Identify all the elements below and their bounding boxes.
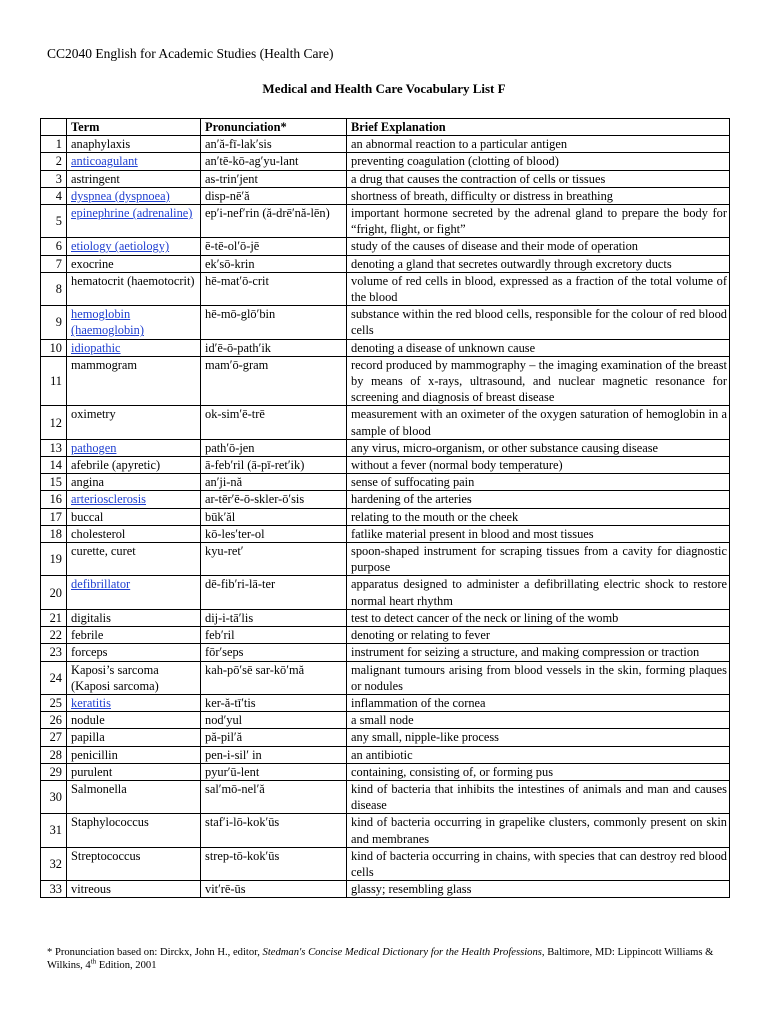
row-number: 5 — [41, 205, 67, 238]
pronunciation-cell: nodʹyul — [201, 712, 347, 729]
row-number: 30 — [41, 780, 67, 813]
table-row — [41, 474, 730, 491]
row-number: 8 — [41, 272, 67, 305]
row-number: 10 — [41, 339, 67, 356]
term-text: Kaposi’s sarcoma (Kaposi sarcoma) — [71, 662, 159, 693]
table-row — [41, 881, 730, 898]
explanation-cell: a small node — [347, 712, 730, 729]
pronunciation-cell: būkʹăl — [201, 508, 347, 525]
explanation-cell: glassy; resembling glass — [347, 881, 730, 898]
pronunciation-cell: hē-mō-glōʹbin — [201, 306, 347, 339]
term-text: vitreous — [71, 882, 111, 897]
table-row — [41, 356, 730, 406]
footnote-edition-sup: th — [90, 957, 97, 966]
table-row — [41, 238, 730, 255]
explanation-cell: fatlike material present in blood and most tissues — [347, 525, 730, 542]
term-link[interactable]: pathogen — [71, 440, 117, 455]
pronunciation-cell: mamʹō-gram — [201, 356, 347, 406]
term-link[interactable]: epinephrine (adrenaline) — [71, 206, 193, 221]
table-row — [41, 439, 730, 456]
term-link[interactable]: keratitis — [71, 695, 111, 710]
term-cell — [67, 205, 201, 238]
explanation-cell: without a fever (normal body temperature) — [347, 457, 730, 474]
term-text: Salmonella — [71, 781, 127, 796]
term-text: penicillin — [71, 747, 118, 762]
pronunciation-cell: ker-ă-tīʹtis — [201, 694, 347, 711]
table-row — [41, 272, 730, 305]
footnote-suffix: Edition, 2001 — [96, 960, 157, 971]
term-text: cholesterol — [71, 526, 126, 541]
table-row — [41, 205, 730, 238]
pronunciation-cell: pyurʹū-lent — [201, 763, 347, 780]
row-number: 24 — [41, 661, 67, 694]
row-number: 28 — [41, 746, 67, 763]
term-cell — [67, 339, 201, 356]
term-text: oximetry — [71, 407, 116, 422]
explanation-cell: spoon-shaped instrument for scraping tissues from a cavity for diagnostic purpose — [347, 543, 730, 576]
row-number: 2 — [41, 153, 67, 170]
term-cell — [67, 712, 201, 729]
pronunciation-cell: hē-matʹō-crit — [201, 272, 347, 305]
explanation-cell: study of the causes of disease and their mode of operation — [347, 238, 730, 255]
term-cell — [67, 356, 201, 406]
pronunciation-cell: anʹtē-kō-agʹyu-lant — [201, 153, 347, 170]
table-row — [41, 694, 730, 711]
term-cell — [67, 763, 201, 780]
term-cell — [67, 272, 201, 305]
row-number: 26 — [41, 712, 67, 729]
term-cell — [67, 543, 201, 576]
row-number: 32 — [41, 847, 67, 880]
explanation-cell: preventing coagulation (clotting of blood) — [347, 153, 730, 170]
table-row — [41, 729, 730, 746]
row-number: 17 — [41, 508, 67, 525]
explanation-cell: kind of bacteria occurring in grapelike clusters, commonly present on skin and membranes — [347, 814, 730, 847]
term-text: digitalis — [71, 610, 111, 625]
term-cell — [67, 627, 201, 644]
pronunciation-cell: pă-pilʹă — [201, 729, 347, 746]
explanation-cell: test to detect cancer of the neck or lining of the womb — [347, 609, 730, 626]
pronunciation-cell: disp-nēʹă — [201, 187, 347, 204]
row-number: 20 — [41, 576, 67, 609]
term-cell — [67, 661, 201, 694]
term-cell — [67, 508, 201, 525]
term-text: forceps — [71, 645, 108, 660]
pronunciation-cell: epʹi-nefʹrin (ă-drēʹnă-lēn) — [201, 205, 347, 238]
explanation-cell: inflammation of the cornea — [347, 694, 730, 711]
explanation-cell: kind of bacteria occurring in chains, with species that can destroy red blood cells — [347, 847, 730, 880]
term-cell — [67, 814, 201, 847]
term-cell — [67, 746, 201, 763]
explanation-cell: measurement with an oximeter of the oxygen saturation of hemoglobin in a sample of blood — [347, 406, 730, 439]
pronunciation-cell: kō-lesʹter-ol — [201, 525, 347, 542]
term-text: astringent — [71, 171, 120, 186]
row-number: 3 — [41, 170, 67, 187]
pronunciation-cell: idʹē-ō-pathʹik — [201, 339, 347, 356]
row-number: 22 — [41, 627, 67, 644]
term-text: Staphylococcus — [71, 815, 149, 830]
explanation-cell: record produced by mammography – the imaging examination of the breast by means of x-rays, ultrasound, and nuclear magnetic resonance for screening and diagnosis of breast disease — [347, 356, 730, 406]
table-row — [41, 491, 730, 508]
explanation-cell: malignant tumours arising from blood vessels in the skin, forming plaques or nodules — [347, 661, 730, 694]
term-link[interactable]: etiology (aetiology) — [71, 239, 170, 254]
term-cell — [67, 170, 201, 187]
term-text: papilla — [71, 730, 105, 745]
term-cell — [67, 847, 201, 880]
explanation-cell: an antibiotic — [347, 746, 730, 763]
term-text: purulent — [71, 764, 113, 779]
row-number: 16 — [41, 491, 67, 508]
explanation-cell: a drug that causes the contraction of cells or tissues — [347, 170, 730, 187]
term-cell — [67, 644, 201, 661]
row-number: 4 — [41, 187, 67, 204]
term-cell — [67, 780, 201, 813]
row-number: 7 — [41, 255, 67, 272]
term-link[interactable]: anticoagulant — [71, 154, 138, 169]
pronunciation-cell: febʹril — [201, 627, 347, 644]
term-text: afebrile (apyretic) — [71, 458, 161, 473]
term-cell — [67, 729, 201, 746]
explanation-cell: substance within the red blood cells, responsible for the colour of red blood cells — [347, 306, 730, 339]
footnote-publisher: , Baltimore, MD: Lippincott Williams & Wilkins, 4 — [47, 947, 714, 971]
term-text: hematocrit (haemotocrit) — [71, 273, 195, 288]
row-number: 1 — [41, 136, 67, 153]
pronunciation-cell: anʹji-nă — [201, 474, 347, 491]
row-number: 25 — [41, 694, 67, 711]
term-link[interactable]: idiopathic — [71, 340, 121, 355]
term-text: Streptococcus — [71, 848, 141, 863]
term-cell — [67, 609, 201, 626]
term-cell — [67, 439, 201, 456]
term-cell — [67, 153, 201, 170]
page-title: Medical and Health Care Vocabulary List F — [262, 81, 506, 96]
table-row — [41, 609, 730, 626]
table-row — [41, 780, 730, 813]
explanation-cell: important hormone secreted by the adrenal gland to prepare the body for “fright, flight, or fight” — [347, 205, 730, 238]
table-row — [41, 136, 730, 153]
row-number: 23 — [41, 644, 67, 661]
row-number: 18 — [41, 525, 67, 542]
row-number: 9 — [41, 306, 67, 339]
term-link[interactable]: defibrillator — [71, 577, 131, 592]
explanation-cell: shortness of breath, difficulty or distress in breathing — [347, 187, 730, 204]
explanation-cell: an abnormal reaction to a particular antigen — [347, 136, 730, 153]
row-number: 33 — [41, 881, 67, 898]
column-header-number — [41, 119, 67, 136]
table-row — [41, 576, 730, 609]
table-row — [41, 644, 730, 661]
column-header-term: Term — [67, 119, 201, 136]
table-row — [41, 187, 730, 204]
table-row — [41, 712, 730, 729]
table-row — [41, 814, 730, 847]
table-row — [41, 406, 730, 439]
column-header-pronunciation: Pronunciation* — [201, 119, 347, 136]
pronunciation-cell: strep-tō-kokʹūs — [201, 847, 347, 880]
term-cell — [67, 187, 201, 204]
term-cell — [67, 255, 201, 272]
term-cell — [67, 491, 201, 508]
term-cell — [67, 694, 201, 711]
term-cell — [67, 306, 201, 339]
row-number: 13 — [41, 439, 67, 456]
pronunciation-cell: pathʹō-jen — [201, 439, 347, 456]
explanation-cell: denoting or relating to fever — [347, 627, 730, 644]
column-header-explanation: Brief Explanation — [347, 119, 730, 136]
row-number: 29 — [41, 763, 67, 780]
term-cell — [67, 576, 201, 609]
explanation-cell: relating to the mouth or the cheek — [347, 508, 730, 525]
pronunciation-cell: fōrʹseps — [201, 644, 347, 661]
explanation-cell: any small, nipple-like process — [347, 729, 730, 746]
term-cell — [67, 238, 201, 255]
table-row — [41, 746, 730, 763]
row-number: 21 — [41, 609, 67, 626]
pronunciation-cell: ekʹsō-krin — [201, 255, 347, 272]
row-number: 27 — [41, 729, 67, 746]
term-link[interactable]: hemoglobin (haemoglobin) — [71, 307, 144, 338]
term-text: anaphylaxis — [71, 137, 131, 152]
pronunciation-cell: kah-pōʹsē sar-kōʹmă — [201, 661, 347, 694]
term-text: buccal — [71, 509, 104, 524]
table-row — [41, 763, 730, 780]
explanation-cell: kind of bacteria that inhibits the intestines of animals and man and causes disease — [347, 780, 730, 813]
term-text: exocrine — [71, 256, 114, 271]
table-row — [41, 153, 730, 170]
term-text: curette, curet — [71, 544, 136, 559]
row-number: 12 — [41, 406, 67, 439]
table-row — [41, 543, 730, 576]
term-text: angina — [71, 475, 105, 490]
vocabulary-table — [40, 118, 730, 898]
row-number: 14 — [41, 457, 67, 474]
pronunciation-cell: salʹmō-nelʹă — [201, 780, 347, 813]
pronunciation-cell: pen-i-silʹ in — [201, 746, 347, 763]
table-row — [41, 457, 730, 474]
explanation-cell: volume of red cells in blood, expressed as a fraction of the total volume of the blood — [347, 272, 730, 305]
course-header: CC2040 English for Academic Studies (Health Care) — [47, 46, 334, 61]
term-link[interactable]: arteriosclerosis — [71, 492, 147, 507]
table-row — [41, 661, 730, 694]
row-number: 15 — [41, 474, 67, 491]
table-row — [41, 255, 730, 272]
pronunciation-cell: as-trinʹjent — [201, 170, 347, 187]
explanation-cell: hardening of the arteries — [347, 491, 730, 508]
row-number: 31 — [41, 814, 67, 847]
term-cell — [67, 406, 201, 439]
explanation-cell: apparatus designed to administer a defibrillating electric shock to restore normal heart rhythm — [347, 576, 730, 609]
table-header-row — [41, 119, 730, 136]
table-row — [41, 525, 730, 542]
pronunciation-cell: vitʹrē-ūs — [201, 881, 347, 898]
table-row — [41, 508, 730, 525]
pronunciation-cell: ā-febʹril (ā-pī-retʹik) — [201, 457, 347, 474]
pronunciation-cell: ok-simʹē-trē — [201, 406, 347, 439]
term-cell — [67, 525, 201, 542]
term-cell — [67, 457, 201, 474]
explanation-cell: denoting a disease of unknown cause — [347, 339, 730, 356]
footnote-book-title: Stedman's Concise Medical Dictionary for the Health Professions — [262, 947, 542, 958]
term-link[interactable]: dyspnea (dyspnoea) — [71, 188, 170, 203]
table-row — [41, 170, 730, 187]
term-text: nodule — [71, 713, 105, 728]
table-row — [41, 339, 730, 356]
term-text: febrile — [71, 628, 104, 643]
pronunciation-cell: dē-fibʹri-lā-ter — [201, 576, 347, 609]
pronunciation-cell: stafʹi-lō-kokʹūs — [201, 814, 347, 847]
row-number: 19 — [41, 543, 67, 576]
pronunciation-cell: anʹă-fī-lakʹsis — [201, 136, 347, 153]
explanation-cell: containing, consisting of, or forming pus — [347, 763, 730, 780]
term-cell — [67, 881, 201, 898]
term-text: mammogram — [71, 357, 138, 372]
pronunciation-footnote — [47, 946, 737, 972]
vocabulary-rows — [41, 136, 730, 898]
pronunciation-cell: kyu-retʹ — [201, 543, 347, 576]
pronunciation-cell: ē-tē-olʹō-jē — [201, 238, 347, 255]
pronunciation-cell: dij-i-tāʹlis — [201, 609, 347, 626]
row-number: 11 — [41, 356, 67, 406]
table-row — [41, 847, 730, 880]
explanation-cell: sense of suffocating pain — [347, 474, 730, 491]
row-number: 6 — [41, 238, 67, 255]
explanation-cell: denoting a gland that secretes outwardly through excretory ducts — [347, 255, 730, 272]
footnote-prefix: * Pronunciation based on: Dirckx, John H., editor, — [47, 947, 263, 958]
explanation-cell: any virus, micro-organism, or other substance causing disease — [347, 439, 730, 456]
table-row — [41, 306, 730, 339]
term-cell — [67, 136, 201, 153]
table-row — [41, 627, 730, 644]
pronunciation-cell: ar-tērʹē-ō-skler-ōʹsis — [201, 491, 347, 508]
explanation-cell: instrument for seizing a structure, and making compression or traction — [347, 644, 730, 661]
term-cell — [67, 474, 201, 491]
